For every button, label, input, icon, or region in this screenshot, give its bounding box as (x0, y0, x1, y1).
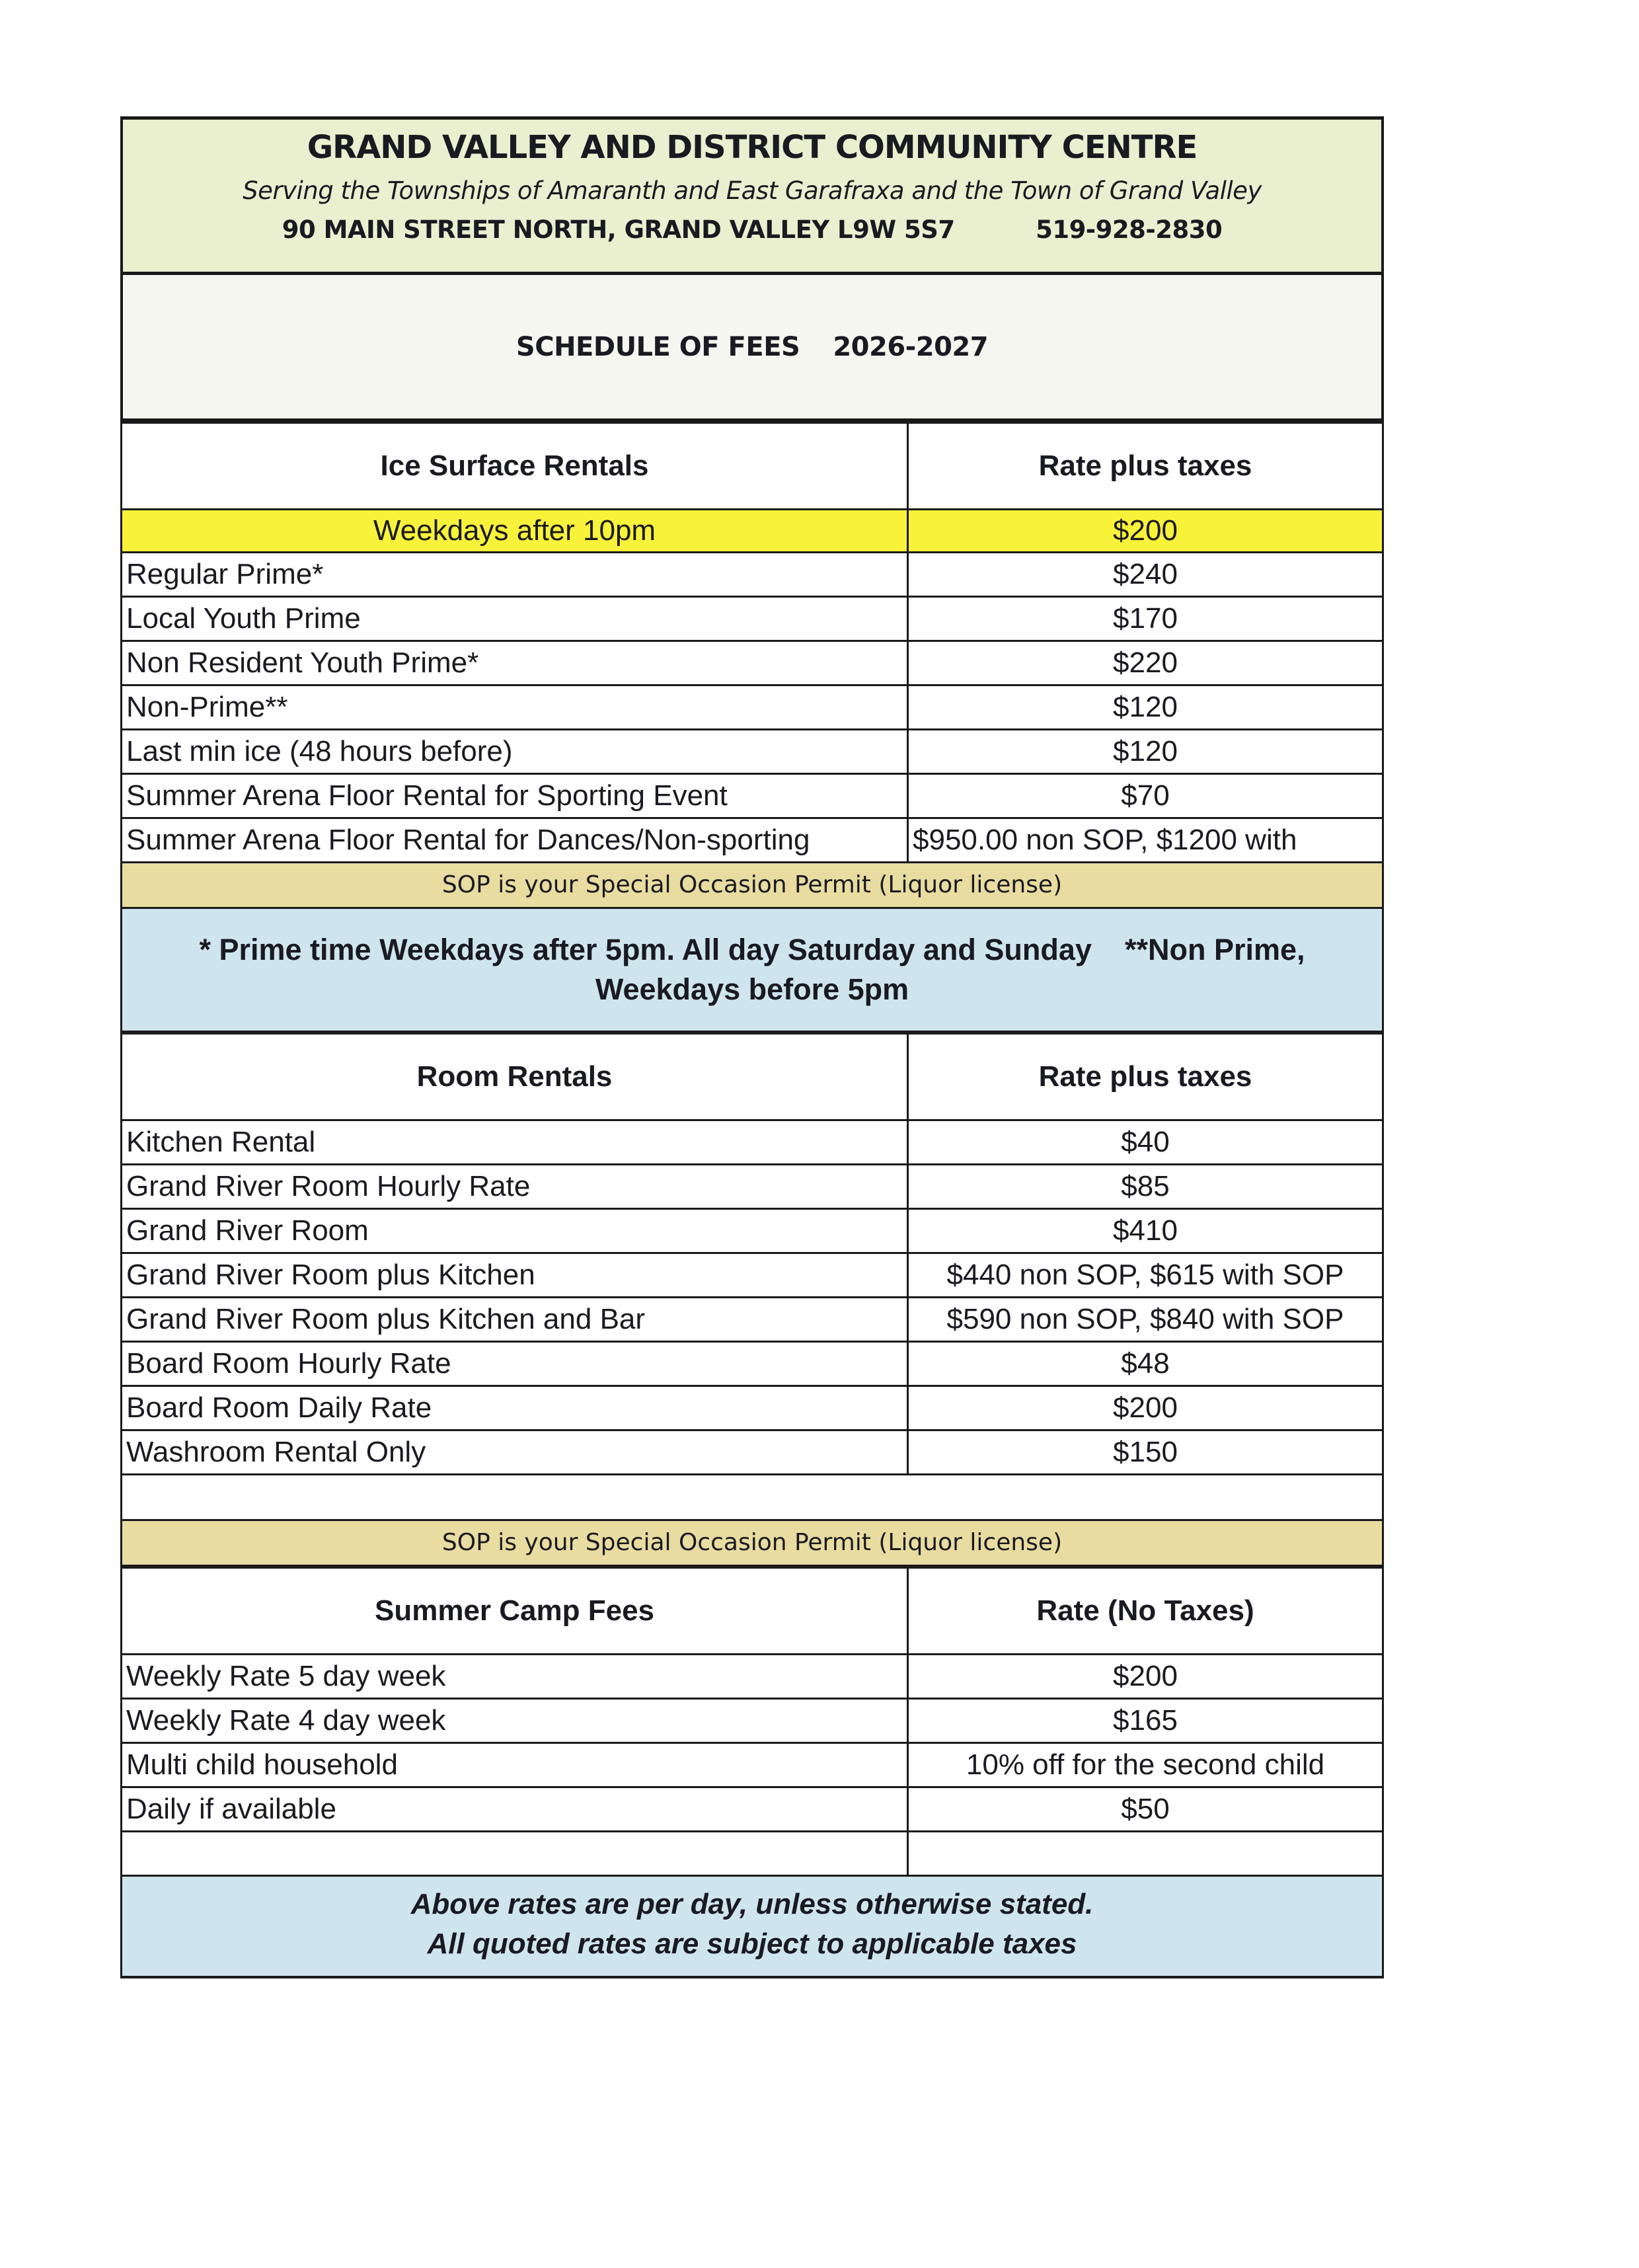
item-cell: Weekdays after 10pm (122, 510, 908, 553)
empty-cell (122, 1832, 908, 1876)
rate-cell: $240 (908, 553, 1383, 597)
item-cell: Last min ice (48 hours before) (122, 730, 908, 774)
table-row (122, 1120, 1383, 1165)
item-cell: Regular Prime* (122, 553, 908, 597)
schedule-years: 2026-2027 (833, 331, 989, 362)
table-row (122, 1787, 1383, 1832)
serving-tagline: Serving the Townships of Amaranth and East Garafraxa and the Town of Grand Valley (243, 176, 1262, 205)
rate-cell: $120 (908, 685, 1383, 730)
rate-cell: $120 (908, 730, 1383, 774)
item-cell: Washroom Rental Only (122, 1430, 908, 1475)
phone-number: 519-928-2830 (1036, 215, 1223, 244)
rate-cell: $70 (908, 774, 1383, 818)
sop-note: SOP is your Special Occasion Permit (Liquor license) (120, 863, 1384, 909)
rate-cell: $200 (908, 1655, 1383, 1699)
item-cell: Weekly Rate 4 day week (122, 1699, 908, 1743)
table-row (122, 1386, 1383, 1430)
rate-cell: $200 (908, 510, 1383, 553)
schedule-heading: SCHEDULE OF FEES (515, 331, 800, 362)
column-header-item: Ice Surface Rentals (122, 423, 908, 510)
highlight-row (122, 510, 1383, 553)
table-row (122, 1209, 1383, 1253)
rate-cell: $40 (908, 1120, 1383, 1165)
item-cell: Local Youth Prime (122, 597, 908, 641)
rate-cell: $440 non SOP, $615 with SOP (908, 1253, 1383, 1298)
item-cell: Board Room Hourly Rate (122, 1342, 908, 1386)
item-cell: Non Resident Youth Prime* (122, 641, 908, 685)
rate-cell: $165 (908, 1699, 1383, 1743)
table-row (122, 641, 1383, 685)
column-header-rate: Rate (No Taxes) (908, 1568, 1383, 1655)
table-row (122, 1743, 1383, 1787)
prime-time-note (120, 909, 1384, 1033)
rate-cell: 10% off for the second child (908, 1743, 1383, 1787)
rate-cell: $150 (908, 1430, 1383, 1475)
item-cell: Non-Prime** (122, 685, 908, 730)
item-cell: Multi child household (122, 1743, 908, 1787)
item-cell: Grand River Room plus Kitchen and Bar (122, 1298, 908, 1342)
table-header-row (122, 1034, 1383, 1120)
table-row (122, 1253, 1383, 1298)
fee-schedule-sheet (120, 116, 1384, 1978)
table-row (122, 685, 1383, 730)
item-cell: Grand River Room plus Kitchen (122, 1253, 908, 1298)
item-cell: Kitchen Rental (122, 1120, 908, 1165)
rate-cell: $590 non SOP, $840 with SOP (908, 1298, 1383, 1342)
item-cell: Grand River Room Hourly Rate (122, 1165, 908, 1209)
prime-time-note-line2: Weekdays before 5pm (595, 972, 909, 1006)
table-header-row (122, 1568, 1383, 1655)
table-row (122, 553, 1383, 597)
table-row (122, 1699, 1383, 1743)
table-row (122, 774, 1383, 818)
table-row (122, 1655, 1383, 1699)
table-row (122, 1165, 1383, 1209)
table-row (122, 1298, 1383, 1342)
column-header-rate: Rate plus taxes (908, 1034, 1383, 1120)
column-header-item: Summer Camp Fees (122, 1568, 908, 1655)
rates-footnote-line1: Above rates are per day, unless otherwise stated. (410, 1888, 1094, 1920)
empty-row (122, 1832, 1383, 1876)
item-cell: Summer Arena Floor Rental for Dances/Non-sporting (122, 818, 908, 863)
table-header-row (122, 423, 1383, 510)
item-cell: Daily if available (122, 1787, 908, 1832)
summer-camp-fees-table (120, 1567, 1384, 1877)
organization-name: GRAND VALLEY AND DISTRICT COMMUNITY CENTRE (307, 129, 1198, 166)
prime-time-note-line1: * Prime time Weekdays after 5pm. All day Saturday and Sunday **Non Prime, (199, 933, 1305, 966)
column-header-item: Room Rentals (122, 1034, 908, 1120)
rate-cell: $410 (908, 1209, 1383, 1253)
address: 90 MAIN STREET NORTH, GRAND VALLEY L9W 5S7 (282, 215, 955, 244)
rate-cell: $200 (908, 1386, 1383, 1430)
contact-line (123, 215, 1381, 244)
rate-cell: $170 (908, 597, 1383, 641)
item-cell: Summer Arena Floor Rental for Sporting Event (122, 774, 908, 818)
rate-cell: $50 (908, 1787, 1383, 1832)
table-row (122, 1342, 1383, 1386)
rate-cell: $48 (908, 1342, 1383, 1386)
item-cell: Weekly Rate 5 day week (122, 1655, 908, 1699)
column-header-rate: Rate plus taxes (908, 423, 1383, 510)
table-row (122, 597, 1383, 641)
room-rentals-table (120, 1033, 1384, 1521)
table-row (122, 1430, 1383, 1475)
sop-note: SOP is your Special Occasion Permit (Liquor license) (120, 1521, 1384, 1567)
rate-cell: $85 (908, 1165, 1383, 1209)
item-cell: Board Room Daily Rate (122, 1386, 908, 1430)
table-row (122, 818, 1383, 863)
empty-cell (122, 1475, 1383, 1520)
schedule-title (120, 275, 1384, 422)
ice-surface-rentals-table (120, 422, 1384, 863)
rate-cell: $220 (908, 641, 1383, 685)
empty-row (122, 1475, 1383, 1520)
item-cell: Grand River Room (122, 1209, 908, 1253)
rates-footnote-line2: All quoted rates are subject to applicable taxes (427, 1928, 1077, 1960)
organization-header (120, 116, 1384, 275)
table-row (122, 730, 1383, 774)
empty-cell (908, 1832, 1383, 1876)
rates-footnote (120, 1877, 1384, 1978)
rate-cell: $950.00 non SOP, $1200 with (908, 818, 1383, 863)
